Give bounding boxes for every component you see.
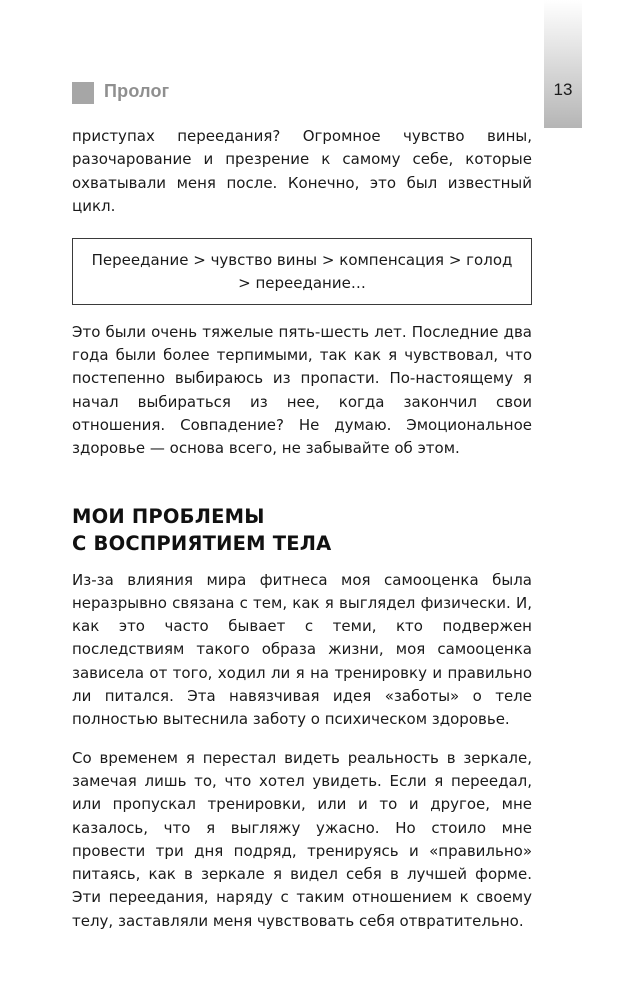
paragraph-self-esteem: Из-за влияния мира фитнеса моя самооценка была неразрывно связана с тем, как я выглядел физически. И, как это часто бывает с теми, кто подвержен последствиям такого образа жизни, моя самооценка зависела от того, ходил ли я на тренировку и правильно ли питался. Эта навязчивая идея «заботы» о теле полностью вытеснила заботу о психическом здоровье.	[72, 570, 532, 729]
running-header-section: Пролог	[104, 81, 170, 101]
section-heading	[72, 503, 532, 557]
paragraph-continuation: приступах переедания? Огромное чувство вины, разочарование и презрение к самому себе, которые охватывали меня после. Конечно, это был известный цикл.	[72, 127, 532, 215]
section-marker-square	[72, 82, 94, 104]
page-edge-tab	[544, 0, 582, 128]
page-number: 13	[553, 80, 573, 99]
section-heading-line-1: МОИ ПРОБЛЕМЫ	[72, 504, 265, 528]
paragraph-mirror: Со временем я перестал видеть реальность в зеркале, замечая лишь то, что хотел увидеть. Если я переедал, или пропускал тренировки, или и то и другое, мне казалось, что я выгляжу ужасно. Но стоило мне провести три дня подряд, тренируясь и «правильно» питаясь, как в зеркале я видел себя в лучшей форме. Эти переедания, наряду с таким отношением к своему телу, заставляли меня чувствовать себя отвратительно.	[72, 748, 532, 930]
page-body	[72, 125, 532, 933]
section-heading-line-2: С ВОСПРИЯТИЕМ ТЕЛА	[72, 531, 332, 555]
cycle-callout-box: Переедание > чувство вины > компенсация > голод > переедание…	[72, 238, 532, 305]
paragraph-hard-years: Это были очень тяжелые пять-шесть лет. Последние два года были более терпимыми, так как я чувствовал, что постепенно выбираюсь из пропасти. По-настоящему я начал выбираться из нее, когда закончил свои отношения. Совпадение? Не думаю. Эмоциональное здоровье — основа всего, не забывайте об этом.	[72, 322, 532, 458]
